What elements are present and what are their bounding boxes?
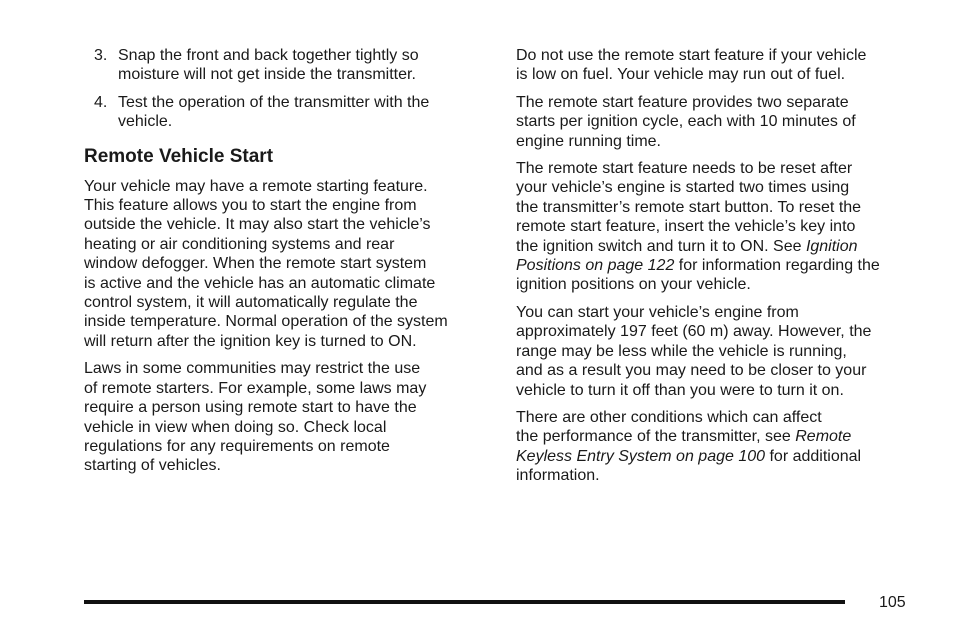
- list-item-number: 3.: [94, 47, 108, 64]
- list-item: [84, 46, 484, 85]
- text-line: inside temperature. Normal operation of the system: [84, 313, 448, 331]
- laws-paragraph: [84, 359, 484, 475]
- text-line: require a person using remote start to have the: [84, 399, 417, 417]
- text-line: your vehicle’s engine is started two times using: [516, 179, 850, 197]
- text-line: will return after the ignition key is turned to ON.: [84, 332, 417, 350]
- ignition-cycle-paragraph: [516, 93, 916, 151]
- left-column: [84, 46, 484, 484]
- text-line: for information regarding the: [674, 257, 880, 275]
- list-item-number: 4.: [94, 93, 108, 111]
- numbered-list: [84, 46, 484, 132]
- reset-paragraph: [516, 159, 916, 295]
- text-line: ignition positions on your vehicle.: [516, 276, 751, 294]
- text-line: Laws in some communities may restrict the use: [84, 360, 421, 378]
- text-line: and as a result you may need to be closer to your: [516, 362, 867, 380]
- list-item: [84, 93, 484, 132]
- text-line: heating or air conditioning systems and rear: [84, 235, 395, 253]
- right-column: [516, 46, 916, 494]
- text-line: regulations for any requirements on remote: [84, 437, 390, 455]
- fuel-warning-paragraph: [516, 46, 916, 85]
- list-item-text: Snap the front and back together tightly so moisture will not get inside the transmitter.: [118, 47, 419, 84]
- conditions-paragraph: [516, 408, 916, 486]
- text-line: outside the vehicle. It may also start the vehicle’s: [84, 216, 431, 234]
- text-line: information.: [516, 467, 600, 485]
- text-line: Your vehicle may have a remote starting feature.: [84, 177, 428, 195]
- text-line: engine running time.: [516, 132, 661, 150]
- text-line: This feature allows you to start the engine from: [84, 197, 417, 215]
- text-line: approximately 197 feet (60 m) away. However, the: [516, 323, 872, 341]
- text-line: The remote start feature needs to be reset after: [516, 160, 853, 178]
- text-line: starting of vehicles.: [84, 457, 221, 475]
- cross-reference-remote-keyless-page[interactable]: Keyless Entry System on page 100: [516, 447, 766, 465]
- list-item-text: Test the operation of the transmitter with the vehicle.: [118, 93, 430, 131]
- text-line: vehicle in view when doing so. Check local: [84, 418, 387, 436]
- section-heading: Remote Vehicle Start: [84, 145, 274, 167]
- text-line: Do not use the remote start feature if your vehicle: [516, 47, 867, 64]
- text-line: window defogger. When the remote start system: [84, 255, 427, 273]
- cross-reference-ignition-positions-page[interactable]: Positions on page 122: [516, 257, 675, 275]
- cross-reference-remote-keyless[interactable]: Remote: [795, 428, 852, 446]
- text-line: range may be less while the vehicle is running,: [516, 342, 847, 360]
- footer-divider: [84, 600, 845, 604]
- text-line: starts per ignition cycle, each with 10 minutes of: [516, 113, 856, 131]
- text-line: The remote start feature provides two separate: [516, 93, 849, 111]
- text-line: You can start your vehicle’s engine from: [516, 303, 799, 321]
- text-line: vehicle to turn it off than you were to turn it on.: [516, 381, 844, 399]
- text-line: for additional: [765, 447, 862, 465]
- text-line: of remote starters. For example, some laws may: [84, 379, 427, 397]
- text-line: is active and the vehicle has an automatic climate: [84, 274, 436, 292]
- text-line: There are other conditions which can affect: [516, 408, 822, 426]
- range-paragraph: [516, 303, 916, 400]
- text-line: remote start feature, insert the vehicle’s key into: [516, 218, 856, 236]
- intro-paragraph: [84, 177, 484, 352]
- page-number: 105: [879, 594, 906, 611]
- text-line: is low on fuel. Your vehicle may run out of fuel.: [516, 66, 846, 84]
- text-line: the ignition switch and turn it to ON. See: [516, 237, 806, 255]
- cross-reference-ignition-positions[interactable]: Ignition: [805, 237, 858, 255]
- text-line: the performance of the transmitter, see: [516, 428, 796, 446]
- text-line: control system, it will automatically regulate the: [84, 294, 418, 312]
- text-line: the transmitter’s remote start button. To reset the: [516, 198, 862, 216]
